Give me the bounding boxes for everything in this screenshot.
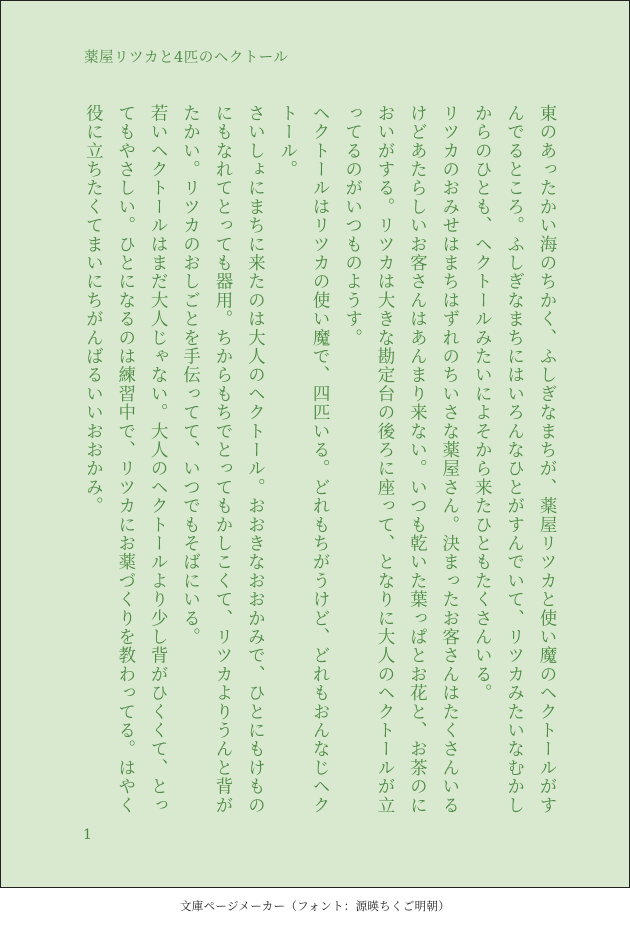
- page-number: 1: [83, 827, 92, 843]
- footer-credit: 文庫ページメーカー（フォント：源暎ちくご明朝）: [179, 899, 451, 913]
- paragraph: ヘクトールはリツカの使い魔で、四匹いる。どれもちがうけど、どれもおんなじヘクトール。: [277, 104, 331, 815]
- vertical-body-text: [77, 104, 563, 824]
- book-title: 薬屋リツカと4匹のヘクトール: [84, 50, 289, 66]
- paragraph: 若いヘクトールはまだ大人じゃない。大人のヘクトールより少し背がひくくて、とってもやさしい。ひとになるのは練習中で、リツカにお薬づくりを教わってる。はやく役に立ちたくてまいにちがんばるいいおおかみ。: [83, 104, 169, 815]
- paragraph: 東のあったかい海のちかく、ふしぎなまちが、薬屋リツカと使い魔のヘクトールがすんでるところ。ふしぎなまちにはいろんなひとがすんでいて、リツカみたいなむかしからのひとも、ヘクトールみたいによそから来たひともたくさんいる。: [472, 104, 557, 815]
- paragraph: リツカのおみせはまちはずれのちいさな薬屋さん。決まったお客さんはたくさんいるけどあたらしいお客さんはあんまり来ない。いつも乾いた葉っぱとお花と、お茶のにおいがする。リツカは大きな勘定台の後ろに座って、となりに大人のヘクトールが立ってるのがいつものようす。: [342, 104, 460, 815]
- paragraph: さいしょにまちに来たのは大人のヘクトール。おおきなおおかみで、ひとにもけものにもなれてとっても器用。ちからもちでとってもかしこくて、リツカよりうんと背がたかい。リツカのおしごとを手伝ってて、いつでもそばにいる。: [180, 104, 266, 815]
